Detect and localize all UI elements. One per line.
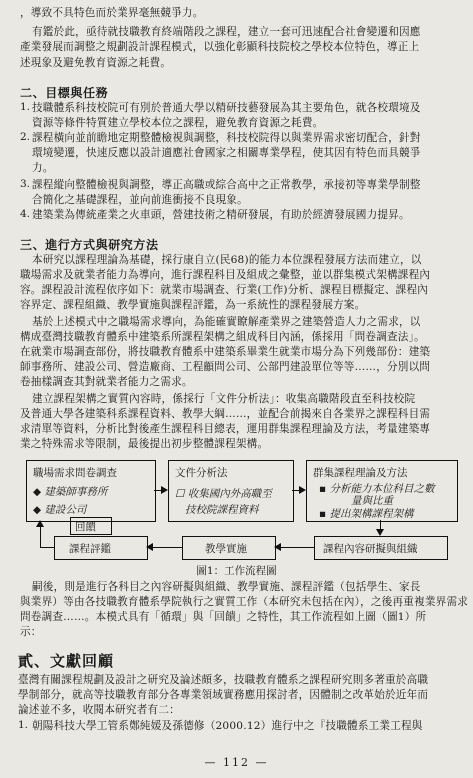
arrow-up-icon [36, 520, 44, 527]
text-line: 環境變遷，快速反應以設計適應社會國家之相關專業學程，使其因有特色而具競爭 [32, 147, 421, 159]
text-line: 述現象及避免教育資源之耗費。 [20, 57, 172, 69]
text-line: 求清單等資料，分析比對後產生課程科目總表，運用群集課程理論及方法，考量建築專 [20, 423, 431, 435]
text-line: 課程縱向整體檢視與調整，導正高職或綜合高中之正常教學，承接初等專業學制整 [32, 179, 421, 191]
text-line: 容界定、課程組織、教學實施與課程評鑑，為一系統性的課程發展方案。 [20, 299, 366, 311]
text-line: 有鑑於此，亟待就技職教育終端階段之課程，建立一套可迅速配合社會變遷和因應 [32, 26, 421, 38]
content-box [314, 536, 448, 560]
document-analysis-item: 技校院課程資料 [185, 504, 259, 516]
cluster-theory-title: 群集課程理論及方法 [313, 467, 408, 479]
arrow-right-icon [161, 486, 168, 494]
text-line: 及普通大學各建築科系課程資料、教學大綱……，並配合前揭來自各業界之課程科目需 [20, 408, 431, 420]
text-line: 嗣後，則是進行各科目之內容研擬與組織、教學實施、課程評鑑（包括學生、家長 [32, 581, 421, 593]
text-line: 卷抽樣調查其對就業者能力之需求。 [20, 376, 193, 388]
section-heading: 貳、文獻回顧 [18, 652, 115, 670]
text-line: 建築業為傳統產業之火車頭，營建技術之精研發展，有助於經濟發展國力提昇。 [32, 209, 410, 221]
text-line: 問卷調查……。本模式具有「循環」與「回饋」之特性，其工作流程如上圖（圖1）所 [20, 611, 427, 623]
text-line: 本研究以課程理論為基礎，採行康自立(民68)的能力本位課程發展方法而建立，以 [32, 254, 422, 266]
survey-box-title: 職場需求問卷調查 [33, 467, 117, 479]
list-number: 1. [18, 719, 29, 731]
text-line: 在就業市場調查部份，將技職教育體系中建築系畢業生就業市場分為下列幾部份：建築 [20, 346, 431, 358]
survey-item: ◆ 建築師事務所 [33, 486, 108, 498]
list-number: 3. [20, 178, 31, 190]
text-line: 構成臺灣技職教育體系中建築系所課程架構之組成科目內涵，係採用「問卷調查法」。 [20, 331, 425, 343]
text-line: 示： [20, 626, 42, 638]
list-number: 1. [20, 101, 31, 113]
text-line: 產業發展而調整之規劃設計課程模式，以強化彰顯科技院校之學校本位特色，導正上 [20, 41, 420, 53]
cluster-theory-item: 量與比重 [351, 495, 393, 507]
evaluation-label: 課程評鑑 [69, 543, 111, 555]
text-line: 基於上述模式中之職場需求導向，為能確實瞭解產業界之建築營造人力之需求，以 [32, 316, 421, 328]
text-line: 容。課程設計流程依序如下：就業市場調查、行業(工作)分析、課程目標擬定、課程內 [20, 284, 429, 296]
cluster-theory-item: ▪ 提出架構課程架構 [319, 508, 414, 520]
text-line: 臺灣有關課程規劃及設計之研究及論述頗多，技職教育體系之課程研究則多著重於高職 [18, 674, 429, 686]
arrow-line [281, 547, 314, 548]
text-line: ，導致不具特色而於業界毫無競爭力。 [20, 7, 204, 19]
document-analysis-title: 文件分析法 [175, 467, 228, 479]
arrow-left-icon [274, 543, 281, 551]
text-line: 業之特殊需求等限制，最後提出初步整體課程架構。 [20, 438, 269, 450]
text-line: 論述並不多，收閱本研究者有二： [18, 704, 180, 716]
arrow-left-icon [146, 543, 153, 551]
text-line: 建立課程架構之實質內容時，係採行「文件分析法」：收集高職階段直至科技校院 [32, 393, 416, 405]
document-analysis-box [168, 460, 294, 522]
content-label: 課程內容研擬與組織 [323, 543, 418, 555]
arrow-line [153, 547, 182, 548]
feedback-label: 回饋 [75, 521, 96, 533]
page-number: — 112 — [204, 756, 269, 769]
text-line: 課程橫向並前瞻地定期整體檢視與調整，科技校院得以與業界需求密切配合，針對 [32, 132, 421, 144]
evaluation-box [54, 536, 148, 560]
feedback-box [70, 517, 112, 535]
text-line: 力。 [32, 162, 54, 174]
section-heading: 二、目標與任務 [20, 86, 109, 100]
document-analysis-item: ☐ 收集國內外高職至 [175, 488, 272, 500]
text-line: 朝陽科技大學工管系鄭純媛及孫德修（2000.12）進行中之『技職體系工業工程與 [32, 720, 423, 732]
text-line: 技職體系科技校院可有別於普通大學以精研技藝發展為其主要角色，就各校環境及 [32, 102, 421, 114]
teaching-box [182, 536, 276, 560]
arrow-right-icon [299, 486, 306, 494]
text-line: 職場需求及就業者能力為導向，進行課程科目及組成之彙整，並以群集模式架構課程內 [20, 269, 431, 281]
cluster-theory-item: ▪ 分析能力本位科目之數 [319, 483, 435, 495]
text-line: 與業界）等由各技職教育體系學院執行之實質工作（本研究未包括在內），之後再重複業界需求 [20, 596, 469, 608]
text-line: 學制部分，就高等技職教育部分各專業領域實務應用探討者，因體制之改革始於近年而 [18, 689, 429, 701]
teaching-label: 教學實施 [205, 543, 247, 555]
survey-box [26, 460, 156, 522]
list-number: 2. [20, 131, 31, 143]
text-line: 師事務所、建設公司、營造廠商、工程顧問公司、公部門建設單位等等……，分別以問 [20, 361, 431, 373]
survey-item: ◆ 建設公司 [33, 504, 87, 516]
arrow-line [40, 547, 54, 548]
text-line: 資源等條件特質建立學校本位之課程，避免教育資源之耗費。 [32, 117, 324, 129]
arrow-down-icon [376, 529, 384, 536]
cluster-theory-box [306, 460, 458, 522]
section-heading: 三、進行方式與研究方法 [20, 238, 159, 252]
figure-caption: 圖1：工作流程圖 [196, 565, 277, 577]
text-line: 合簡化之基礎課程，並向前進衝接不良現象。 [32, 194, 248, 206]
list-number: 4. [20, 208, 31, 220]
